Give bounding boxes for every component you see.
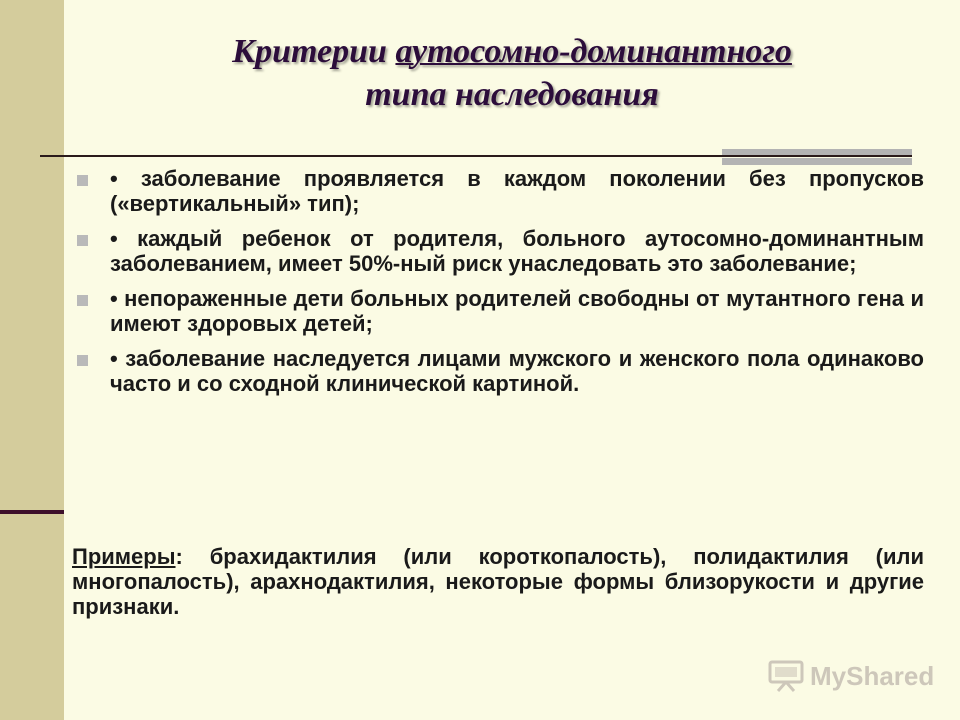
square-bullet-icon xyxy=(77,175,88,186)
title-underlined: аутосомно-доминантного xyxy=(395,33,792,70)
list-item-text: • заболевание проявляется в каждом поколении без пропусков («вертикальный» тип); xyxy=(110,166,924,216)
list-item-text: • заболевание наследуется лицами мужского и женского пола одинаково часто и со сходной клинической картиной. xyxy=(110,346,924,396)
left-bar-divider xyxy=(0,510,64,514)
list-item xyxy=(72,346,924,396)
list-item-text: • каждый ребенок от родителя, больного аутосомно-доминантным заболеванием, имеет 50%-ный риск унаследовать это заболевание; xyxy=(110,226,924,276)
square-bullet-icon xyxy=(77,235,88,246)
list-item xyxy=(72,226,924,276)
examples-text: : брахидактилия (или короткопалость), полидактилия (или многопалость), арахнодактилия, некоторые формы близорукости и другие признаки. xyxy=(72,544,924,619)
projector-board-icon xyxy=(768,660,804,692)
square-bullet-icon xyxy=(77,355,88,366)
title-line2: типа наследования xyxy=(365,76,659,113)
title-rule-accent-lower xyxy=(722,158,912,165)
slide-title xyxy=(64,30,960,116)
title-prefix: Критерии xyxy=(232,33,396,70)
left-decorative-bar xyxy=(0,0,64,720)
title-rule xyxy=(40,155,912,157)
examples-label: Примеры xyxy=(72,544,176,569)
list-item xyxy=(72,166,924,216)
list-item-text: • непораженные дети больных родителей свободны от мутантного гена и имеют здоровых детей; xyxy=(110,286,924,336)
criteria-list xyxy=(72,166,924,406)
examples-paragraph xyxy=(72,544,924,619)
square-bullet-icon xyxy=(77,295,88,306)
title-rule-accent xyxy=(722,149,912,155)
list-item xyxy=(72,286,924,336)
watermark-text: MyShared xyxy=(810,660,935,691)
watermark-logo xyxy=(768,656,934,696)
